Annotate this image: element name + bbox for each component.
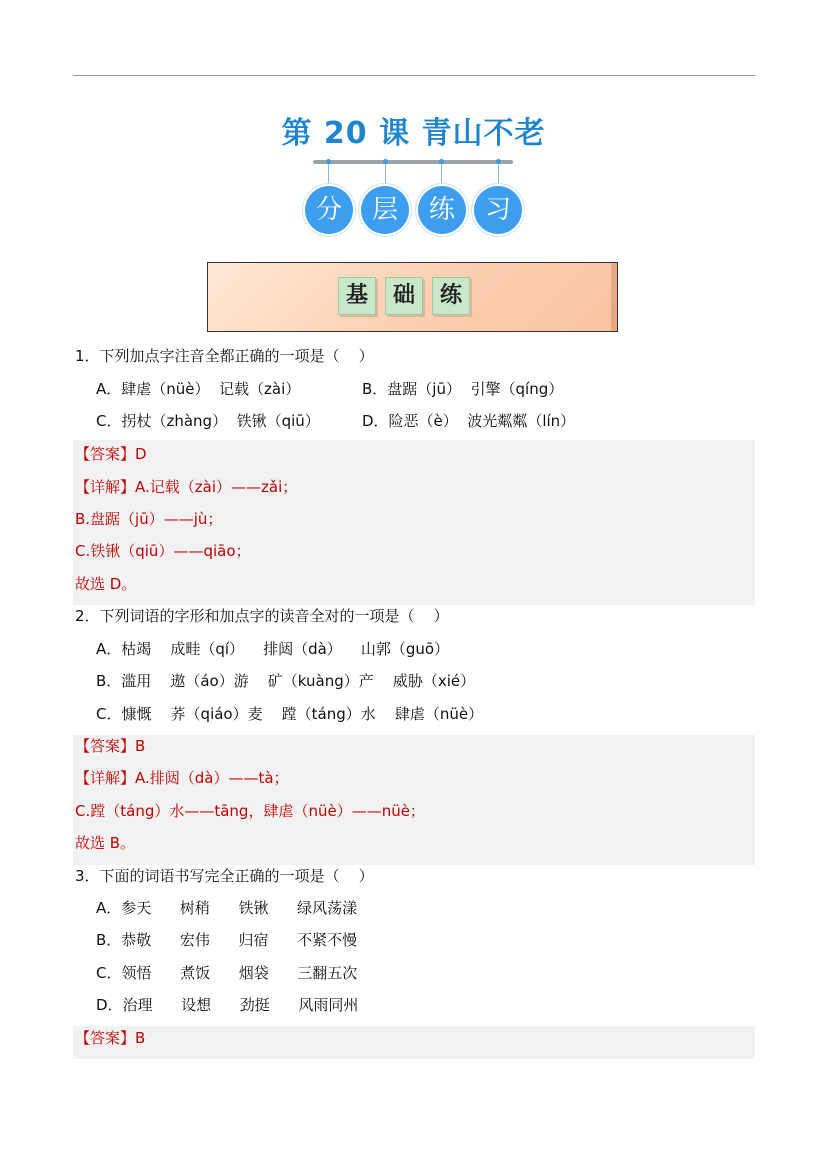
answer-label: 【答案】 (75, 445, 136, 463)
question-1-option-b: B．盘踞（jū） 引擎（qíng） (362, 380, 564, 398)
answer-1 (75, 444, 147, 464)
detail-text: A.排闼（dà）——tà； (135, 769, 289, 787)
detail-label: 【详解】 (75, 769, 136, 787)
detail-text: A.记载（zài）——zǎi； (135, 478, 298, 496)
answer-value: B (135, 1029, 146, 1047)
answer-2 (75, 736, 145, 756)
question-3-option-a: A．参天 树稍 铁锹 绿风荡漾 (96, 899, 358, 917)
detail-1-line-4: 故选 D。 (75, 575, 137, 593)
answer-block-3 (73, 1026, 755, 1059)
banner-shadow (611, 263, 617, 331)
lesson-title: 第 20 课 青山不老 (281, 116, 546, 151)
question-3-option-c: C．领悟 煮饭 烟袋 三翻五次 (96, 964, 358, 982)
connector-dot (439, 159, 444, 164)
question-2-option-c: C．慷慨 荞（qiáo）麦 蹚（táng）水 肆虐（nüè） (96, 705, 484, 723)
tag-circle-xi: 习 (474, 186, 522, 234)
connector-line (385, 162, 386, 186)
question-3-option-b: B．恭敬 宏伟 归宿 不紧不慢 (96, 931, 358, 949)
tag-circle-fen: 分 (305, 186, 353, 234)
answer-3 (75, 1028, 145, 1048)
connector-dot (326, 159, 331, 164)
answer-label: 【答案】 (75, 1029, 136, 1047)
section-banner (207, 262, 618, 332)
question-1-option-c: C．拐杖（zhàng） 铁锹（qiū） (96, 412, 320, 430)
question-2-stem: 2．下列词语的字形和加点字的读音全对的一项是（ ） (75, 607, 449, 625)
tag-circle-lian: 练 (418, 186, 466, 234)
banner-char: 基 (338, 277, 376, 315)
question-1-option-a: A．肆虐（nüè） 记载（zài） (96, 380, 301, 398)
connector-dot (383, 159, 388, 164)
connector-dot (496, 159, 501, 164)
detail-1-line-3: C.铁锹（qiū）——qiāo； (75, 542, 251, 560)
question-1-option-d: D．险恶（è） 波光粼粼（lín） (362, 412, 576, 430)
detail-label: 【详解】 (75, 478, 136, 496)
question-3-stem: 3．下面的词语书写完全正确的一项是（ ） (75, 867, 374, 885)
connector-line (498, 162, 499, 186)
banner-char: 练 (432, 277, 470, 315)
detail-1-line-2: B.盘踞（jū）——jù； (75, 510, 223, 528)
banner-char: 础 (385, 277, 423, 315)
answer-block-2 (73, 735, 755, 865)
answer-label: 【答案】 (75, 737, 136, 755)
question-2-option-b: B．滥用 遨（áo）游 矿（kuàng）产 威胁（xié） (96, 672, 476, 690)
detail-2-line-2: C.蹚（táng）水——tāng，肆虐（nüè）——nüè； (75, 802, 425, 820)
title-underline-bar (313, 160, 513, 164)
tag-circle-ceng: 层 (361, 186, 409, 234)
connector-line (441, 162, 442, 186)
question-3-option-d: D．治理 设想 劲挺 风雨同州 (96, 996, 359, 1014)
connector-line (328, 162, 329, 186)
header-rule (73, 75, 755, 76)
detail-2-line-1 (75, 768, 289, 788)
question-1-stem: 1．下列加点字注音全都正确的一项是（ ） (75, 347, 374, 365)
detail-1-line-1 (75, 477, 297, 497)
answer-value: B (135, 737, 146, 755)
detail-2-line-3: 故选 B。 (75, 834, 136, 852)
question-2-option-a: A．枯竭 成畦（qí） 排闼（dà） 山郭（guō） (96, 640, 450, 658)
answer-value: D (135, 445, 147, 463)
